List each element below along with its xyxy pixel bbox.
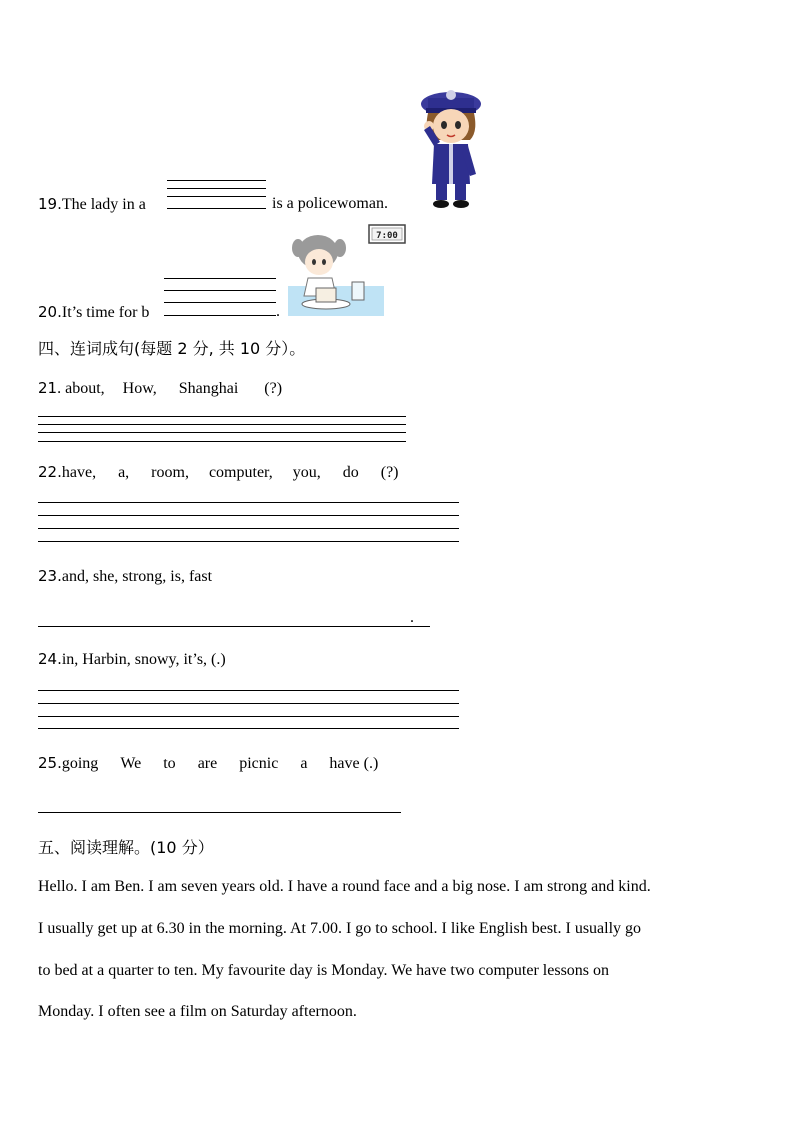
passage-line: to bed at a quarter to ten. My favourite day is Monday. We have two computer lessons on [38, 962, 610, 979]
girl-breakfast-illustration [288, 234, 384, 316]
word: a, [118, 464, 130, 481]
answer-line [164, 302, 276, 303]
answer-line [38, 424, 406, 425]
answer-line[interactable] [167, 208, 266, 209]
section-4-heading: 四、连词成句(每题 2 分, 共 10 分）。 [38, 339, 306, 358]
word: (?) [380, 464, 399, 481]
passage-line: Hello. I am Ben. I am seven years old. I have a round face and a big nose. I am strong and kind. [38, 878, 651, 895]
question-24 [38, 649, 226, 670]
word: computer, [208, 464, 273, 481]
passage-line: Monday. I often see a film on Saturday afternoon. [38, 1003, 357, 1020]
question-words: and, she, strong, is, fast [61, 568, 213, 585]
answer-line[interactable] [38, 812, 401, 813]
word: . about, [57, 380, 105, 397]
word: Shanghai [178, 380, 239, 397]
question-number: 21 [38, 379, 58, 397]
question-number: 19. [38, 195, 62, 213]
word: have, [61, 464, 97, 481]
answer-line[interactable] [38, 728, 459, 729]
question-number: 23. [38, 567, 62, 585]
answer-line [38, 690, 459, 691]
word: picnic [239, 755, 279, 772]
question-21 [38, 378, 282, 399]
question-number: 25. [38, 754, 62, 772]
word: room, [151, 464, 189, 481]
word: going [61, 755, 99, 772]
question-words: in, Harbin, snowy, it’s, (.) [61, 651, 226, 668]
word: We [120, 755, 142, 772]
word: to [163, 755, 176, 772]
answer-line[interactable] [38, 441, 406, 442]
question-20 [38, 302, 149, 323]
answer-line [164, 290, 276, 291]
answer-line[interactable] [38, 541, 459, 542]
answer-line [167, 188, 266, 189]
word: How, [122, 380, 157, 397]
word: are [197, 755, 218, 772]
question-23 [38, 566, 212, 587]
answer-line [167, 180, 266, 181]
answer-line [38, 703, 459, 704]
answer-line [38, 502, 459, 503]
answer-line [164, 278, 276, 279]
question-22 [38, 462, 399, 483]
word: (?) [264, 380, 283, 397]
question-25 [38, 753, 378, 774]
word: you, [292, 464, 321, 481]
question-number: 20. [38, 303, 62, 321]
question-number: 24. [38, 650, 62, 668]
word: a [300, 755, 308, 772]
question-text-before: It’s time for b [61, 304, 150, 321]
question-19 [38, 194, 146, 215]
question-19-after: is a policewoman. [272, 195, 388, 212]
answer-line [38, 432, 406, 433]
question-20-after: . [276, 303, 280, 320]
answer-line [38, 515, 459, 516]
end-mark: . [410, 609, 414, 626]
question-text-before: The lady in a [61, 196, 146, 213]
question-number: 22. [38, 463, 62, 481]
answer-line[interactable] [164, 315, 276, 316]
answer-line [38, 716, 459, 717]
answer-line [38, 528, 459, 529]
policewoman-illustration [416, 82, 486, 210]
section-5-heading: 五、阅读理解。(10 分） [38, 838, 214, 857]
passage-line: I usually get up at 6.30 in the morning. At 7.00. I go to school. I like English best. I usually go [38, 920, 642, 937]
answer-line [38, 416, 406, 417]
word: have (.) [329, 755, 379, 772]
clock-time: 7:00 [376, 231, 398, 241]
answer-line[interactable] [38, 626, 430, 627]
answer-line [167, 196, 266, 197]
word: do [342, 464, 359, 481]
